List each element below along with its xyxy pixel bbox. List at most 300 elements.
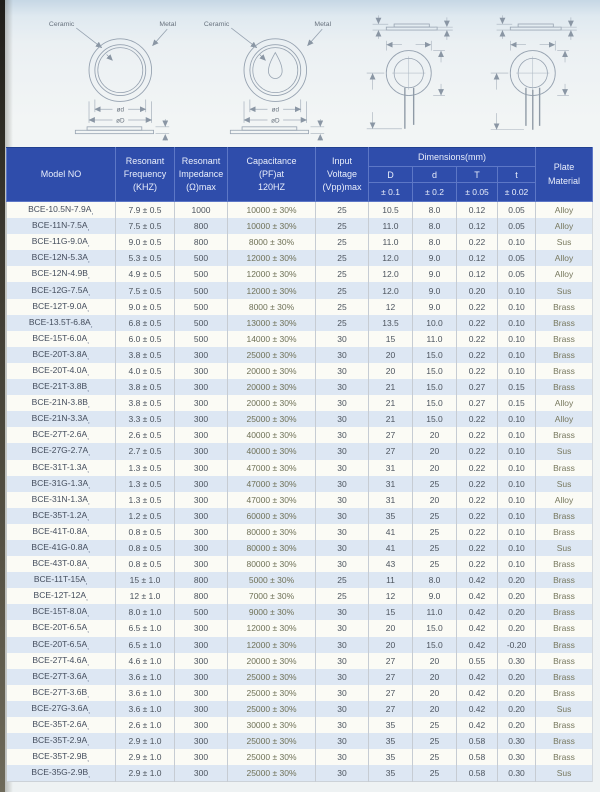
cell-dim-d: 20	[413, 427, 457, 443]
cell-dim-t: 0.10	[498, 363, 536, 379]
model-suffix-mark: ,	[87, 305, 90, 313]
cell-impedance: 500	[175, 331, 228, 347]
cell-frequency: 8.0 ± 1.0	[116, 604, 175, 620]
cell-material: Alloy	[536, 492, 593, 508]
cell-material: Brass	[536, 604, 593, 620]
cell-capacitance: 20000 ± 30%	[228, 363, 316, 379]
cell-dim-d: 15.0	[413, 620, 457, 636]
cell-model: BCE-$20T-3.8A_,$	[7, 347, 116, 363]
cell-dim-t: 0.10	[498, 315, 536, 331]
cell-dim-d: 10.0	[413, 315, 457, 331]
cell-dim-D: 27	[369, 701, 413, 717]
cell-voltage: 30	[316, 733, 369, 749]
table-row	[7, 379, 593, 395]
cell-dim-D: 20	[369, 347, 413, 363]
cell-dim-D: 20	[369, 620, 413, 636]
cell-capacitance: 20000 ± 30%	[228, 653, 316, 669]
cell-material: Alloy	[536, 266, 593, 282]
cell-dim-d: 25	[413, 733, 457, 749]
metal-label: Metal	[314, 21, 331, 29]
cell-material: Brass	[536, 669, 593, 685]
cell-dim-d: 11.0	[413, 604, 457, 620]
spec-table-body	[7, 202, 593, 782]
cell-material: Brass	[536, 685, 593, 701]
cell-dim-T: 0.22	[457, 427, 498, 443]
cell-model: BCE-$41G-0.8A_,$	[7, 540, 116, 556]
cell-voltage: 30	[316, 556, 369, 572]
cell-impedance: 300	[175, 765, 228, 782]
cell-model: BCE-$12T-9.0A_,$	[7, 299, 116, 315]
cell-frequency: 3.3 ± 0.5	[116, 411, 175, 427]
model-suffix-mark: ,	[87, 611, 90, 619]
cell-dim-d: 20	[413, 669, 457, 685]
cell-dim-t: 0.10	[498, 282, 536, 298]
cell-material: Brass	[536, 733, 593, 749]
cell-material: Alloy	[536, 202, 593, 219]
cell-dim-t: -0.20	[498, 637, 536, 653]
cell-frequency: 0.8 ± 0.5	[116, 524, 175, 540]
model-suffix-mark: ,	[87, 257, 90, 265]
cell-impedance: 800	[175, 572, 228, 588]
model-suffix-mark: ,	[87, 756, 90, 764]
cell-dim-D: 20	[369, 637, 413, 653]
cell-model: BCE-$27G-3.6A_,$	[7, 701, 116, 717]
cell-material: Brass	[536, 331, 593, 347]
cell-voltage: 30	[316, 492, 369, 508]
cell-frequency: 3.6 ± 1.0	[116, 669, 175, 685]
cell-voltage: 30	[316, 701, 369, 717]
diagram-disc-front-icon	[46, 10, 193, 142]
cell-dim-T: 0.42	[457, 701, 498, 717]
cell-frequency: 5.3 ± 0.5	[116, 250, 175, 266]
cell-dim-T: 0.42	[457, 685, 498, 701]
cell-model: BCE-$15T-8.0A_,$	[7, 604, 116, 620]
cell-frequency: 2.7 ± 0.5	[116, 443, 175, 459]
cell-impedance: 800	[175, 218, 228, 234]
cell-frequency: 2.9 ± 1.0	[116, 749, 175, 765]
model-suffix-mark: ,	[87, 740, 90, 748]
cell-frequency: 3.8 ± 0.5	[116, 395, 175, 411]
model-suffix-mark: ,	[88, 707, 91, 715]
cell-dim-D: 43	[369, 556, 413, 572]
cell-dim-T: 0.22	[457, 443, 498, 459]
table-row	[7, 653, 593, 669]
cell-dim-T: 0.58	[457, 749, 498, 765]
cell-dim-t: 0.05	[498, 266, 536, 282]
col-header-tol-D: ± 0.1	[369, 183, 413, 202]
cell-impedance: 800	[175, 588, 228, 604]
cell-dim-t: 0.10	[498, 443, 536, 459]
cell-capacitance: 60000 ± 30%	[228, 508, 316, 524]
cell-frequency: 1.3 ± 0.5	[116, 460, 175, 476]
cell-dim-D: 12	[369, 588, 413, 604]
cell-voltage: 30	[316, 460, 369, 476]
cell-dim-D: 15	[369, 331, 413, 347]
col-header-model: Model NO	[7, 148, 116, 202]
cell-dim-T: 0.22	[457, 556, 498, 572]
col-header-frequency: Resonant Frequency (KHZ)	[116, 148, 175, 202]
cell-voltage: 30	[316, 379, 369, 395]
cell-capacitance: 12000 ± 30%	[228, 620, 316, 636]
cell-material: Brass	[536, 572, 593, 588]
cell-dim-D: 31	[369, 476, 413, 492]
cell-frequency: 3.8 ± 0.5	[116, 379, 175, 395]
cell-frequency: 3.6 ± 1.0	[116, 685, 175, 701]
dim-phi-d-label: ød	[116, 106, 125, 114]
cell-dim-t: 0.05	[498, 218, 536, 234]
cell-dim-D: 13.5	[369, 315, 413, 331]
cell-model: BCE-$11N-7.5A_,$	[7, 218, 116, 234]
cell-capacitance: 25000 ± 30%	[228, 765, 316, 782]
model-suffix-mark: ,	[87, 643, 90, 651]
cell-material: Sus	[536, 282, 593, 298]
cell-model: BCE-$43T-0.8A_,$	[7, 556, 116, 572]
cell-dim-d: 25	[413, 749, 457, 765]
table-row	[7, 315, 593, 331]
cell-frequency: 7.5 ± 0.5	[116, 282, 175, 298]
cell-dim-d: 20	[413, 443, 457, 459]
model-suffix-mark: ,	[88, 547, 91, 555]
table-row	[7, 524, 593, 540]
cell-dim-D: 12.0	[369, 250, 413, 266]
table-row	[7, 218, 593, 234]
cell-voltage: 30	[316, 749, 369, 765]
cell-dim-d: 20	[413, 492, 457, 508]
cell-dim-T: 0.42	[457, 637, 498, 653]
cell-capacitance: 47000 ± 30%	[228, 460, 316, 476]
metal-label: Metal	[159, 21, 177, 29]
cell-capacitance: 80000 ± 30%	[228, 556, 316, 572]
cell-dim-t: 0.05	[498, 250, 536, 266]
cell-dim-T: 0.27	[457, 379, 498, 395]
cell-dim-t: 0.05	[498, 202, 536, 219]
cell-impedance: 300	[175, 540, 228, 556]
cell-dim-t: 0.30	[498, 733, 536, 749]
cell-dim-D: 41	[369, 524, 413, 540]
cell-dim-d: 9.0	[413, 299, 457, 315]
cell-frequency: 12 ± 1.0	[116, 588, 175, 604]
cell-impedance: 500	[175, 315, 228, 331]
table-row	[7, 363, 593, 379]
cell-dim-t: 0.30	[498, 765, 536, 782]
diagram-disc-feedback-icon	[201, 10, 348, 142]
cell-material: Brass	[536, 717, 593, 733]
diagram-strip	[46, 10, 594, 144]
cell-dim-D: 11.0	[369, 218, 413, 234]
table-row	[7, 202, 593, 219]
cell-frequency: 4.0 ± 0.5	[116, 363, 175, 379]
cell-model: BCE-$13.5T-6.8A_,$	[7, 315, 116, 331]
cell-dim-T: 0.12	[457, 266, 498, 282]
cell-dim-T: 0.22	[457, 315, 498, 331]
cell-material: Brass	[536, 347, 593, 363]
cell-impedance: 300	[175, 492, 228, 508]
cell-impedance: 300	[175, 637, 228, 653]
model-suffix-mark: ,	[87, 691, 90, 699]
cell-dim-D: 27	[369, 443, 413, 459]
model-suffix-mark: ,	[87, 402, 90, 410]
cell-dim-T: 0.55	[457, 653, 498, 669]
cell-dim-D: 35	[369, 765, 413, 782]
cell-frequency: 2.9 ± 1.0	[116, 765, 175, 782]
cell-capacitance: 25000 ± 30%	[228, 749, 316, 765]
cell-capacitance: 40000 ± 30%	[228, 427, 316, 443]
cell-model: BCE-$21T-3.8B_,$	[7, 379, 116, 395]
cell-impedance: 500	[175, 266, 228, 282]
cell-capacitance: 25000 ± 30%	[228, 733, 316, 749]
cell-capacitance: 12000 ± 30%	[228, 282, 316, 298]
cell-voltage: 25	[316, 588, 369, 604]
cell-dim-D: 21	[369, 379, 413, 395]
cell-model: BCE-$27T-2.6A_,$	[7, 427, 116, 443]
cell-model: BCE-$35G-2.9B_,$	[7, 765, 116, 782]
cell-dim-t: 0.20	[498, 620, 536, 636]
cell-dim-t: 0.20	[498, 669, 536, 685]
table-row	[7, 701, 593, 717]
cell-frequency: 2.6 ± 1.0	[116, 717, 175, 733]
table-row	[7, 765, 593, 782]
cell-model: BCE-$27T-3.6A_,$	[7, 669, 116, 685]
cell-impedance: 300	[175, 347, 228, 363]
cell-model: BCE-$15T-6.0A_,$	[7, 331, 116, 347]
cell-model: BCE-$27G-2.7A_,$	[7, 443, 116, 459]
cell-model: BCE-$12N-4.9B_,$	[7, 266, 116, 282]
table-row	[7, 347, 593, 363]
cell-frequency: 9.0 ± 0.5	[116, 234, 175, 250]
cell-dim-t: 0.20	[498, 717, 536, 733]
col-header-voltage: Input Voltage (Vpp)max	[316, 148, 369, 202]
cell-material: Sus	[536, 701, 593, 717]
cell-model: BCE-$35T-2.9A_,$	[7, 733, 116, 749]
cell-dim-T: 0.12	[457, 250, 498, 266]
cell-frequency: 2.9 ± 1.0	[116, 733, 175, 749]
table-row	[7, 250, 593, 266]
model-suffix-mark: ,	[86, 595, 88, 603]
cell-dim-t: 0.15	[498, 395, 536, 411]
cell-dim-d: 25	[413, 524, 457, 540]
cell-frequency: 3.8 ± 0.5	[116, 347, 175, 363]
cell-voltage: 30	[316, 347, 369, 363]
cell-voltage: 30	[316, 524, 369, 540]
cell-impedance: 1000	[175, 202, 228, 219]
model-suffix-mark: ,	[87, 225, 90, 233]
cell-impedance: 300	[175, 411, 228, 427]
cell-dim-t: 0.10	[498, 427, 536, 443]
table-row	[7, 556, 593, 572]
cell-dim-t: 0.10	[498, 492, 536, 508]
cell-model: BCE-$12T-12A_,$	[7, 588, 116, 604]
cell-dim-T: 0.27	[457, 395, 498, 411]
cell-dim-T: 0.22	[457, 460, 498, 476]
cell-dim-D: 21	[369, 411, 413, 427]
cell-voltage: 30	[316, 443, 369, 459]
cell-impedance: 300	[175, 653, 228, 669]
cell-dim-D: 35	[369, 733, 413, 749]
cell-impedance: 300	[175, 379, 228, 395]
cell-dim-T: 0.42	[457, 669, 498, 685]
model-suffix-mark: ,	[91, 209, 94, 217]
cell-dim-T: 0.42	[457, 717, 498, 733]
cell-impedance: 300	[175, 460, 228, 476]
model-suffix-mark: ,	[87, 418, 90, 426]
cell-dim-d: 8.0	[413, 234, 457, 250]
cell-frequency: 3.6 ± 1.0	[116, 701, 175, 717]
model-suffix-mark: ,	[87, 434, 90, 442]
model-suffix-mark: ,	[88, 482, 91, 490]
cell-dim-d: 20	[413, 653, 457, 669]
cell-dim-t: 0.10	[498, 476, 536, 492]
cell-dim-D: 12.0	[369, 282, 413, 298]
cell-capacitance: 47000 ± 30%	[228, 476, 316, 492]
cell-material: Brass	[536, 363, 593, 379]
cell-model: BCE-$35T-1.2A_,$	[7, 508, 116, 524]
cell-dim-d: 11.0	[413, 331, 457, 347]
cell-frequency: 9.0 ± 0.5	[116, 299, 175, 315]
model-suffix-mark: ,	[87, 675, 90, 683]
cell-material: Alloy	[536, 395, 593, 411]
cell-dim-T: 0.20	[457, 282, 498, 298]
cell-model: BCE-$31T-1.3A_,$	[7, 460, 116, 476]
table-row	[7, 540, 593, 556]
cell-frequency: 1.3 ± 0.5	[116, 492, 175, 508]
cell-dim-D: 11	[369, 572, 413, 588]
cell-voltage: 30	[316, 427, 369, 443]
cell-material: Brass	[536, 637, 593, 653]
cell-capacitance: 5000 ± 30%	[228, 572, 316, 588]
cell-dim-d: 15.0	[413, 411, 457, 427]
cell-dim-T: 0.12	[457, 218, 498, 234]
cell-dim-d: 9.0	[413, 250, 457, 266]
cell-voltage: 30	[316, 331, 369, 347]
table-row	[7, 299, 593, 315]
cell-model: BCE-$21N-3.8B_,$	[7, 395, 116, 411]
cell-impedance: 300	[175, 620, 228, 636]
cell-capacitance: 13000 ± 30%	[228, 315, 316, 331]
cell-frequency: 6.0 ± 0.5	[116, 331, 175, 347]
cell-dim-T: 0.22	[457, 347, 498, 363]
cell-capacitance: 7000 ± 30%	[228, 588, 316, 604]
cell-voltage: 30	[316, 395, 369, 411]
table-row	[7, 492, 593, 508]
cell-dim-T: 0.42	[457, 604, 498, 620]
table-row	[7, 427, 593, 443]
cell-dim-d: 20	[413, 685, 457, 701]
cell-dim-T: 0.22	[457, 411, 498, 427]
model-suffix-mark: ,	[88, 450, 91, 458]
table-row	[7, 733, 593, 749]
cell-voltage: 25	[316, 282, 369, 298]
cell-dim-t: 0.20	[498, 604, 536, 620]
cell-frequency: 0.8 ± 0.5	[116, 540, 175, 556]
cell-voltage: 30	[316, 620, 369, 636]
table-row	[7, 476, 593, 492]
model-suffix-mark: ,	[87, 498, 90, 506]
cell-dim-D: 31	[369, 460, 413, 476]
cell-capacitance: 12000 ± 30%	[228, 266, 316, 282]
table-row	[7, 588, 593, 604]
cell-dim-T: 0.22	[457, 234, 498, 250]
cell-capacitance: 8000 ± 30%	[228, 234, 316, 250]
cell-material: Sus	[536, 765, 593, 782]
col-header-tol-t: ± 0.02	[498, 183, 536, 202]
cell-material: Sus	[536, 540, 593, 556]
cell-impedance: 500	[175, 282, 228, 298]
cell-model: BCE-$35T-2.9B_,$	[7, 749, 116, 765]
cell-material: Brass	[536, 653, 593, 669]
cell-material: Alloy	[536, 411, 593, 427]
cell-dim-T: 0.22	[457, 363, 498, 379]
col-header-dim-d: d	[413, 167, 457, 183]
cell-model: BCE-$12N-5.3A_,$	[7, 250, 116, 266]
ceramic-label: Ceramic	[203, 21, 229, 29]
cell-capacitance: 8000 ± 30%	[228, 299, 316, 315]
cell-model: BCE-$11G-9.0A_,$	[7, 234, 116, 250]
cell-voltage: 30	[316, 637, 369, 653]
cell-impedance: 300	[175, 685, 228, 701]
cell-capacitance: 20000 ± 30%	[228, 379, 316, 395]
cell-voltage: 30	[316, 685, 369, 701]
cell-material: Brass	[536, 524, 593, 540]
cell-dim-d: 15.0	[413, 637, 457, 653]
cell-frequency: 6.5 ± 1.0	[116, 637, 175, 653]
cell-dim-t: 0.20	[498, 588, 536, 604]
model-suffix-mark: ,	[87, 724, 90, 732]
cell-impedance: 300	[175, 363, 228, 379]
cell-capacitance: 12000 ± 30%	[228, 250, 316, 266]
cell-model: BCE-$35T-2.6A_,$	[7, 717, 116, 733]
cell-capacitance: 25000 ± 30%	[228, 669, 316, 685]
cell-dim-t: 0.15	[498, 379, 536, 395]
cell-dim-t: 0.30	[498, 653, 536, 669]
cell-material: Brass	[536, 427, 593, 443]
col-header-tol-d: ± 0.2	[413, 183, 457, 202]
cell-voltage: 25	[316, 202, 369, 219]
cell-impedance: 800	[175, 234, 228, 250]
cell-dim-T: 0.22	[457, 508, 498, 524]
cell-dim-T: 0.22	[457, 331, 498, 347]
cell-voltage: 30	[316, 604, 369, 620]
diagram-element-2lead-icon	[355, 10, 470, 142]
cell-model: BCE-$27T-4.6A_,$	[7, 653, 116, 669]
model-suffix-mark: ,	[87, 369, 90, 377]
cell-material: Brass	[536, 588, 593, 604]
cell-dim-d: 8.0	[413, 218, 457, 234]
cell-dim-D: 27	[369, 653, 413, 669]
col-header-tol-T: ± 0.05	[457, 183, 498, 202]
cell-dim-T: 0.22	[457, 524, 498, 540]
cell-dim-T: 0.12	[457, 202, 498, 219]
cell-model: BCE-$12G-7.5A_,$	[7, 282, 116, 298]
spec-table	[6, 147, 593, 782]
table-row	[7, 411, 593, 427]
col-header-dim-D: D	[369, 167, 413, 183]
cell-dim-d: 15.0	[413, 395, 457, 411]
model-suffix-mark: ,	[87, 337, 90, 345]
cell-dim-t: 0.10	[498, 299, 536, 315]
table-row	[7, 460, 593, 476]
cell-impedance: 500	[175, 299, 228, 315]
cell-model: BCE-$11T-15A_,$	[7, 572, 116, 588]
cell-dim-d: 20	[413, 460, 457, 476]
cell-dim-t: 0.10	[498, 524, 536, 540]
cell-dim-D: 12.0	[369, 266, 413, 282]
table-row	[7, 749, 593, 765]
cell-capacitance: 80000 ± 30%	[228, 540, 316, 556]
cell-material: Brass	[536, 379, 593, 395]
cell-capacitance: 80000 ± 30%	[228, 524, 316, 540]
model-suffix-mark: ,	[87, 514, 90, 522]
cell-dim-D: 41	[369, 540, 413, 556]
